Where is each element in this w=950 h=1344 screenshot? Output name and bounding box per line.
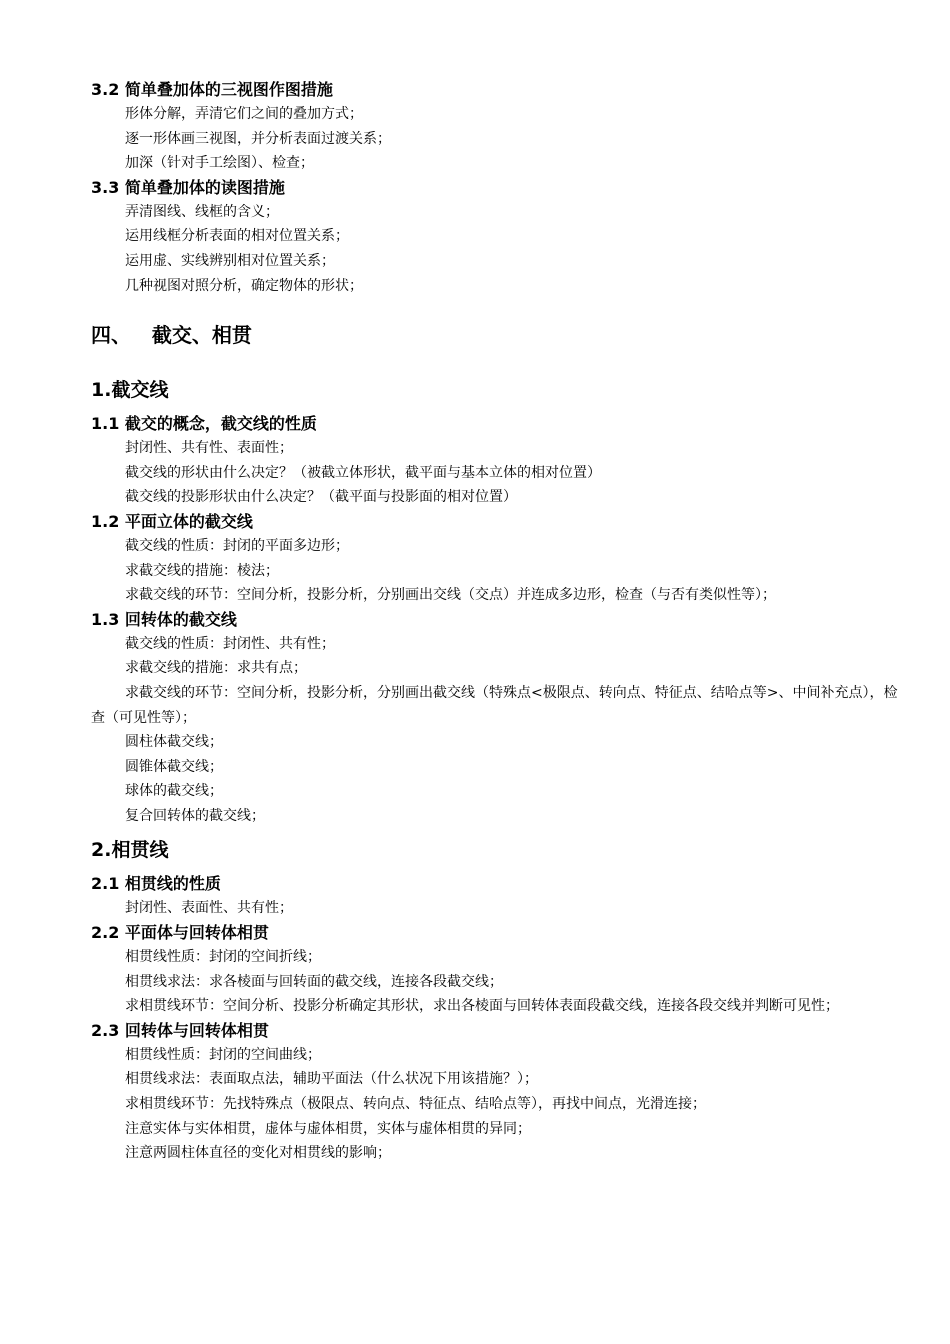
paragraph: 截交线的投影形状由什么决定？（截平面与投影面的相对位置）	[125, 489, 517, 506]
paragraph: 求截交线的措施：求共有点；	[125, 660, 307, 677]
paragraph: 几种视图对照分析，确定物体的形状；	[125, 277, 363, 294]
paragraph: 封闭性、表面性、共有性；	[125, 900, 293, 917]
paragraph: 封闭性、共有性、表面性；	[125, 440, 293, 457]
paragraph: 求截交线的环节：空间分析，投影分析，分别画出交线（交点）并连成多边形，检查（与否有类似性等）；	[125, 587, 776, 604]
paragraph: 注意实体与实体相贯，虚体与虚体相贯，实体与虚体相贯的异同；	[125, 1120, 531, 1137]
heading-1-1: 1.1 截交的概念，截交线的性质	[91, 414, 317, 434]
paragraph: 加深（针对手工绘图）、检查；	[125, 155, 314, 172]
paragraph: 相贯线求法：求各棱面与回转面的截交线，连接各段截交线；	[125, 973, 503, 990]
paragraph: 圆柱体截交线；	[125, 734, 223, 751]
paragraph: 求相贯线环节：先找特殊点（极限点、转向点、特征点、结哈点等），再找中间点，光滑连接；	[125, 1096, 706, 1113]
heading-3-2: 3.2 简单叠加体的三视图作图措施	[91, 80, 333, 99]
paragraph: 形体分解，弄清它们之间的叠加方式；	[125, 106, 363, 122]
paragraph: 圆锥体截交线；	[125, 758, 223, 775]
chapter-4-heading: 四、 截交、相贯	[91, 323, 252, 348]
paragraph: 运用线框分析表面的相对位置关系；	[125, 228, 349, 245]
paragraph: 相贯线求法：表面取点法，辅助平面法（什么状况下用该措施？）；	[125, 1071, 538, 1088]
section-1-heading: 1.截交线	[91, 379, 169, 402]
document-page	[91, 78, 911, 1166]
paragraph: 相贯线性质：封闭的空间曲线；	[125, 1046, 321, 1063]
section-2-heading: 2.相贯线	[91, 839, 169, 862]
heading-3-3: 3.3 简单叠加体的读图措施	[91, 177, 285, 197]
paragraph: 求截交线的环节：空间分析，投影分析，分别画出截交线（特殊点<极限点、转向点、特征点、结哈点等>、中间补充点），检查（可见性等）；	[91, 684, 898, 726]
paragraph: 截交线的形状由什么决定？（被截立体形状，截平面与基本立体的相对位置）	[125, 464, 601, 481]
heading-1-3: 1.3 回转体的截交线	[91, 609, 237, 629]
paragraph: 运用虚、实线辨别相对位置关系；	[125, 252, 335, 269]
paragraph: 注意两圆柱体直径的变化对相贯线的影响；	[125, 1145, 391, 1162]
paragraph: 截交线的性质：封闭的平面多边形；	[125, 537, 349, 554]
paragraph: 截交线的性质：封闭性、共有性；	[125, 635, 335, 652]
paragraph: 求相贯线环节：空间分析、投影分析确定其形状，求出各棱面与回转体表面段截交线，连接各段交线并判断可见性；	[125, 998, 839, 1015]
paragraph: 求截交线的措施：棱法；	[125, 562, 279, 579]
heading-2-1: 2.1 相贯线的性质	[91, 874, 221, 894]
heading-2-2: 2.2 平面体与回转体相贯	[91, 923, 269, 943]
paragraph: 球体的截交线；	[125, 783, 223, 800]
paragraph: 弄清图线、线框的含义；	[125, 203, 279, 220]
heading-2-3: 2.3 回转体与回转体相贯	[91, 1020, 269, 1040]
heading-1-2: 1.2 平面立体的截交线	[91, 511, 253, 531]
paragraph: 逐一形体画三视图，并分析表面过渡关系；	[125, 130, 391, 147]
paragraph: 相贯线性质：封闭的空间折线；	[125, 949, 321, 966]
paragraph: 复合回转体的截交线；	[125, 807, 265, 824]
